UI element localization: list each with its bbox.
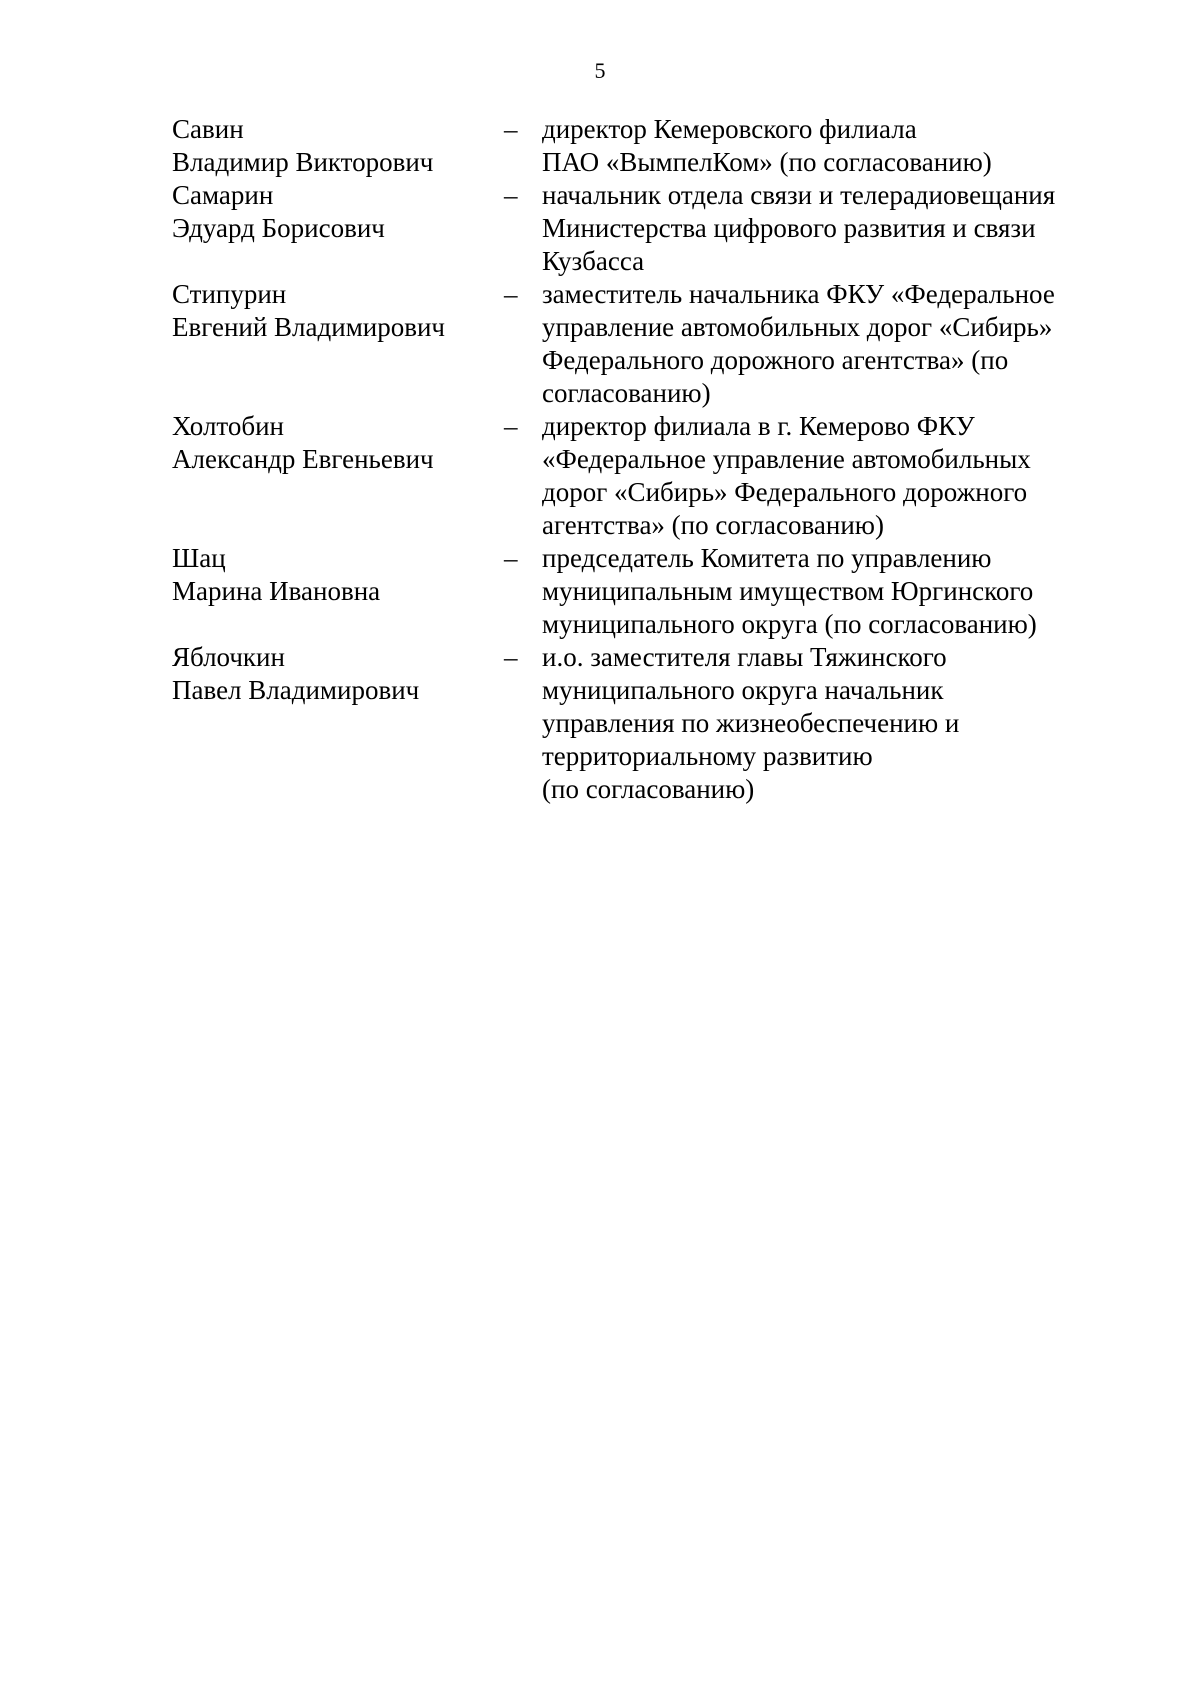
member-name: Савин Владимир Викторович [172,114,434,177]
member-row [172,113,1092,179]
dash-separator: – [504,114,518,144]
member-name: Шац Марина Ивановна [172,543,381,606]
member-row [172,278,1092,410]
member-position: директор филиала в г. Кемерово ФКУ «Федеральное управление автомобильных дорог «Сибирь» Федерального дорожного агентства» (по согласованию) [542,411,1031,540]
member-row [172,641,1092,806]
member-row [172,410,1092,542]
member-row [172,179,1092,278]
dash-separator: – [504,411,518,441]
member-row [172,542,1092,641]
member-name: Самарин Эдуард Борисович [172,180,385,243]
page-number: 5 [594,58,606,83]
member-name: Яблочкин Павел Владимирович [172,642,420,705]
dash-separator: – [504,642,518,672]
dash-separator: – [504,279,518,309]
members-list [172,113,1092,806]
dash-separator: – [504,180,518,210]
member-name: Стипурин Евгений Владимирович [172,279,446,342]
member-position: заместитель начальника ФКУ «Федеральное управление автомобильных дорог «Сибирь» Федерального дорожного агентства» (по согласованию) [542,279,1055,408]
member-name: Холтобин Александр Евгеньевич [172,411,434,474]
dash-separator: – [504,543,518,573]
member-position: директор Кемеровского филиала ПАО «ВымпелКом» (по согласованию) [542,114,992,177]
member-position: начальник отдела связи и телерадиовещания Министерства цифрового развития и связи Кузбасса [542,180,1056,276]
member-position: председатель Комитета по управлению муниципальным имуществом Юргинского муниципального округа (по согласованию) [542,543,1037,639]
member-position: и.о. заместителя главы Тяжинского муниципального округа начальник управления по жизнеобеспечению и территориальному развитию (по согласованию) [542,642,960,804]
